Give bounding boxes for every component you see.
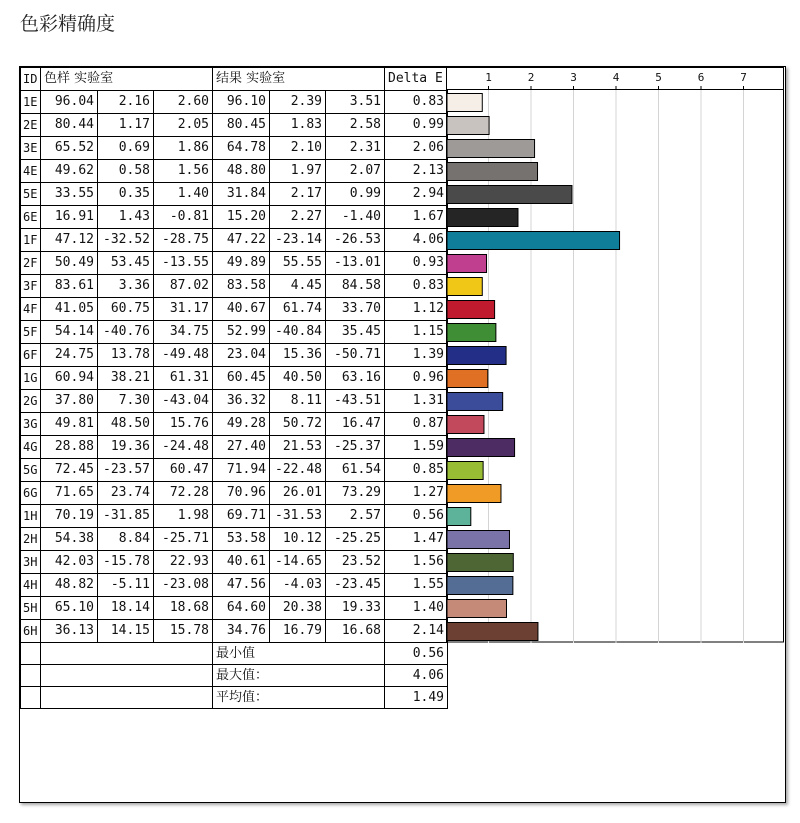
sample-lab-value: -25.71 (154, 528, 213, 551)
delta-e-value: 0.83 (385, 91, 448, 114)
sample-lab-value: 2.05 (154, 114, 213, 137)
summary-value: 4.06 (385, 665, 448, 687)
sample-lab-value: 3.36 (98, 275, 154, 298)
result-lab-value: -13.01 (326, 252, 385, 275)
table-row (21, 206, 448, 229)
bar (447, 140, 535, 158)
result-lab-value: 20.38 (270, 597, 326, 620)
result-lab-value: -23.45 (326, 574, 385, 597)
tick-label: 6 (697, 71, 705, 84)
table-row (21, 114, 448, 137)
result-lab-value: 40.61 (213, 551, 270, 574)
result-lab-value: 2.17 (270, 183, 326, 206)
patch-id: 4E (21, 160, 41, 183)
sample-lab-value: 31.17 (154, 298, 213, 321)
delta-e-value: 0.56 (385, 505, 448, 528)
sample-lab-value: 2.16 (98, 91, 154, 114)
bar (447, 577, 513, 595)
summary-value: 1.49 (385, 687, 448, 709)
tick-label: 5 (655, 71, 662, 84)
sample-lab-value: 14.15 (98, 620, 154, 643)
result-lab-value: 96.10 (213, 91, 270, 114)
sample-lab-value: -31.85 (98, 505, 154, 528)
result-lab-value: -4.03 (270, 574, 326, 597)
bar (447, 324, 496, 342)
sample-lab-value: 96.04 (41, 91, 98, 114)
result-lab-value: 2.57 (326, 505, 385, 528)
patch-id: 2G (21, 390, 41, 413)
sample-lab-value: 34.75 (154, 321, 213, 344)
patch-id: 6G (21, 482, 41, 505)
patch-id: 3G (21, 413, 41, 436)
sample-lab-value: -40.76 (98, 321, 154, 344)
result-lab-value: 1.97 (270, 160, 326, 183)
delta-e-value: 2.13 (385, 160, 448, 183)
sample-lab-value: 23.74 (98, 482, 154, 505)
sample-lab-value: 19.36 (98, 436, 154, 459)
sample-lab-value: 65.10 (41, 597, 98, 620)
sample-lab-value: 13.78 (98, 344, 154, 367)
sample-lab-value: 33.55 (41, 183, 98, 206)
sample-lab-value: 83.61 (41, 275, 98, 298)
patch-id: 1G (21, 367, 41, 390)
sample-lab-value: -49.48 (154, 344, 213, 367)
patch-id: 3H (21, 551, 41, 574)
delta-e-value: 2.94 (385, 183, 448, 206)
sample-lab-value: 36.13 (41, 620, 98, 643)
result-lab-value: 73.29 (326, 482, 385, 505)
result-lab-value: -25.25 (326, 528, 385, 551)
sample-lab-value: 54.38 (41, 528, 98, 551)
sample-lab-value: 0.69 (98, 137, 154, 160)
sample-lab-value: 49.62 (41, 160, 98, 183)
delta-e-value: 0.96 (385, 367, 448, 390)
sample-lab-value: 38.21 (98, 367, 154, 390)
delta-e-value: 1.40 (385, 597, 448, 620)
result-lab-value: 23.52 (326, 551, 385, 574)
result-lab-value: -43.51 (326, 390, 385, 413)
table-row (21, 275, 448, 298)
delta-e-value: 4.06 (385, 229, 448, 252)
delta-e-value: 2.06 (385, 137, 448, 160)
summary-label: 最小值 (213, 643, 385, 665)
bar (447, 255, 487, 273)
sample-lab-value: 65.52 (41, 137, 98, 160)
result-lab-value: 47.22 (213, 229, 270, 252)
sample-lab-value: 72.28 (154, 482, 213, 505)
result-lab-value: 31.84 (213, 183, 270, 206)
delta-e-value: 0.83 (385, 275, 448, 298)
summary-value: 0.56 (385, 643, 448, 665)
sample-lab-value: 42.03 (41, 551, 98, 574)
summary-row (21, 687, 448, 709)
table-row (21, 459, 448, 482)
patch-id: 5E (21, 183, 41, 206)
result-lab-value: 49.28 (213, 413, 270, 436)
sample-lab-value: 72.45 (41, 459, 98, 482)
sample-lab-value: 60.75 (98, 298, 154, 321)
patch-id: 4F (21, 298, 41, 321)
patch-id: 1E (21, 91, 41, 114)
table-row (21, 298, 448, 321)
bar (447, 186, 572, 204)
summary-blank (41, 687, 213, 709)
delta-e-value: 2.14 (385, 620, 448, 643)
delta-e-value: 1.12 (385, 298, 448, 321)
sample-lab-value: 54.14 (41, 321, 98, 344)
bar (447, 485, 501, 503)
patch-id: 4G (21, 436, 41, 459)
result-lab-value: 1.83 (270, 114, 326, 137)
bar (447, 508, 471, 526)
result-lab-value: 80.45 (213, 114, 270, 137)
result-lab-value: -40.84 (270, 321, 326, 344)
result-lab-value: 16.68 (326, 620, 385, 643)
sample-lab-value: 47.12 (41, 229, 98, 252)
table-row (21, 436, 448, 459)
patch-id: 2F (21, 252, 41, 275)
table-row (21, 367, 448, 390)
summary-row (21, 665, 448, 687)
result-lab-value: 0.99 (326, 183, 385, 206)
sample-lab-value: -13.55 (154, 252, 213, 275)
sample-lab-value: 1.56 (154, 160, 213, 183)
delta-e-value: 1.39 (385, 344, 448, 367)
patch-id: 2E (21, 114, 41, 137)
table-row (21, 91, 448, 114)
bar (447, 163, 538, 181)
delta-e-value: 1.27 (385, 482, 448, 505)
bar (447, 370, 488, 388)
sample-lab-value: -24.48 (154, 436, 213, 459)
sample-lab-value: 50.49 (41, 252, 98, 275)
delta-e-value: 0.93 (385, 252, 448, 275)
patch-id: 6E (21, 206, 41, 229)
result-lab-value: 48.80 (213, 160, 270, 183)
summary-blank (41, 665, 213, 687)
result-lab-value: 35.45 (326, 321, 385, 344)
result-lab-value: 15.20 (213, 206, 270, 229)
bar (447, 301, 495, 319)
summary-blank-id (21, 643, 41, 665)
tick-label: 2 (527, 71, 535, 84)
sample-lab-value: 48.50 (98, 413, 154, 436)
table-row (21, 574, 448, 597)
result-lab-value: 70.96 (213, 482, 270, 505)
result-lab-value: 2.07 (326, 160, 385, 183)
sample-lab-value: 87.02 (154, 275, 213, 298)
sample-lab-value: 70.19 (41, 505, 98, 528)
result-lab-value: 55.55 (270, 252, 326, 275)
sample-lab-value: 80.44 (41, 114, 98, 137)
sample-lab-value: -43.04 (154, 390, 213, 413)
sample-lab-value: 1.98 (154, 505, 213, 528)
table-row (21, 252, 448, 275)
delta-e-value: 0.85 (385, 459, 448, 482)
result-lab-value: 52.99 (213, 321, 270, 344)
header-row (21, 68, 448, 91)
table-row (21, 482, 448, 505)
result-lab-value: 83.58 (213, 275, 270, 298)
summary-label: 平均值： (213, 687, 385, 709)
sample-lab-value: -15.78 (98, 551, 154, 574)
result-lab-value: 34.76 (213, 620, 270, 643)
result-lab-value: 47.56 (213, 574, 270, 597)
table-row (21, 528, 448, 551)
bar (447, 278, 482, 296)
result-lab-value: -31.53 (270, 505, 326, 528)
sample-lab-value: -23.57 (98, 459, 154, 482)
result-lab-value: 2.31 (326, 137, 385, 160)
sample-lab-value: -0.81 (154, 206, 213, 229)
delta-e-value: 0.87 (385, 413, 448, 436)
tick-label: 7 (740, 71, 747, 84)
result-lab-value: -50.71 (326, 344, 385, 367)
result-lab-value: -25.37 (326, 436, 385, 459)
table-row (21, 413, 448, 436)
sample-lab-value: 60.47 (154, 459, 213, 482)
table-row (21, 551, 448, 574)
sample-lab-value: 1.40 (154, 183, 213, 206)
delta-e-value: 1.15 (385, 321, 448, 344)
color-accuracy-table (20, 67, 448, 709)
page-title: 色彩精确度 (20, 13, 116, 35)
tick-label: 4 (612, 71, 620, 84)
bar (447, 416, 484, 434)
bar (447, 439, 515, 457)
result-lab-value: 23.04 (213, 344, 270, 367)
header-id: ID (21, 68, 41, 91)
delta-e-value: 1.55 (385, 574, 448, 597)
result-lab-value: 71.94 (213, 459, 270, 482)
patch-id: 3E (21, 137, 41, 160)
sample-lab-value: -28.75 (154, 229, 213, 252)
summary-blank-id (21, 687, 41, 709)
sample-lab-value: 1.17 (98, 114, 154, 137)
result-lab-value: 84.58 (326, 275, 385, 298)
patch-id: 2H (21, 528, 41, 551)
sample-lab-value: 0.35 (98, 183, 154, 206)
result-lab-value: 53.58 (213, 528, 270, 551)
bar (447, 209, 518, 227)
bar (447, 600, 507, 618)
header-delta-e: Delta E (385, 68, 448, 91)
result-lab-value: 63.16 (326, 367, 385, 390)
result-lab-value: -22.48 (270, 459, 326, 482)
result-lab-value: 40.50 (270, 367, 326, 390)
delta-e-bar-chart (446, 67, 784, 802)
table-row (21, 321, 448, 344)
sample-lab-value: 16.91 (41, 206, 98, 229)
sample-lab-value: -32.52 (98, 229, 154, 252)
delta-e-value: 1.56 (385, 551, 448, 574)
patch-id: 6F (21, 344, 41, 367)
result-lab-value: 61.74 (270, 298, 326, 321)
sample-lab-value: 22.93 (154, 551, 213, 574)
table-row (21, 344, 448, 367)
result-lab-value: 61.54 (326, 459, 385, 482)
bar (447, 531, 509, 549)
sample-lab-value: 18.68 (154, 597, 213, 620)
sample-lab-value: 2.60 (154, 91, 213, 114)
patch-id: 3F (21, 275, 41, 298)
sample-lab-value: 15.78 (154, 620, 213, 643)
sample-lab-value: 71.65 (41, 482, 98, 505)
sample-lab-value: 61.31 (154, 367, 213, 390)
bar (447, 623, 538, 641)
header-sample: 色样 实验室 (41, 68, 213, 91)
table-row (21, 137, 448, 160)
patch-id: 6H (21, 620, 41, 643)
result-lab-value: -1.40 (326, 206, 385, 229)
summary-row (21, 643, 448, 665)
result-lab-value: 2.27 (270, 206, 326, 229)
summary-blank (41, 643, 213, 665)
result-lab-value: 2.39 (270, 91, 326, 114)
result-lab-value: 33.70 (326, 298, 385, 321)
patch-id: 4H (21, 574, 41, 597)
sample-lab-value: 1.43 (98, 206, 154, 229)
result-lab-value: 15.36 (270, 344, 326, 367)
summary-label: 最大值： (213, 665, 385, 687)
patch-id: 5G (21, 459, 41, 482)
result-lab-value: 2.58 (326, 114, 385, 137)
summary-blank-id (21, 665, 41, 687)
bar (447, 347, 506, 365)
result-lab-value: 64.60 (213, 597, 270, 620)
patch-id: 5H (21, 597, 41, 620)
result-lab-value: 27.40 (213, 436, 270, 459)
sample-lab-value: 8.84 (98, 528, 154, 551)
sample-lab-value: 15.76 (154, 413, 213, 436)
tick-label: 1 (485, 71, 492, 84)
bar (447, 393, 503, 411)
sample-lab-value: 28.88 (41, 436, 98, 459)
result-lab-value: 2.10 (270, 137, 326, 160)
result-lab-value: 16.47 (326, 413, 385, 436)
sample-lab-value: 0.58 (98, 160, 154, 183)
bar (447, 462, 483, 480)
sample-lab-value: -23.08 (154, 574, 213, 597)
bar (447, 94, 482, 112)
delta-e-value: 1.59 (385, 436, 448, 459)
table-row (21, 620, 448, 643)
sample-lab-value: 18.14 (98, 597, 154, 620)
result-lab-value: 19.33 (326, 597, 385, 620)
sample-lab-value: 37.80 (41, 390, 98, 413)
table-row (21, 160, 448, 183)
delta-e-value: 1.67 (385, 206, 448, 229)
delta-e-value: 0.99 (385, 114, 448, 137)
result-lab-value: 3.51 (326, 91, 385, 114)
bar (447, 554, 513, 572)
delta-e-value: 1.31 (385, 390, 448, 413)
result-lab-value: 21.53 (270, 436, 326, 459)
sample-lab-value: 24.75 (41, 344, 98, 367)
result-lab-value: 26.01 (270, 482, 326, 505)
sample-lab-value: 48.82 (41, 574, 98, 597)
sample-lab-value: 1.86 (154, 137, 213, 160)
result-lab-value: 60.45 (213, 367, 270, 390)
table-row (21, 597, 448, 620)
sample-lab-value: 49.81 (41, 413, 98, 436)
result-lab-value: 4.45 (270, 275, 326, 298)
result-lab-value: 64.78 (213, 137, 270, 160)
sample-lab-value: -5.11 (98, 574, 154, 597)
bar (447, 232, 620, 250)
result-lab-value: 69.71 (213, 505, 270, 528)
delta-e-value: 1.47 (385, 528, 448, 551)
table-row (21, 390, 448, 413)
table-row (21, 183, 448, 206)
result-lab-value: 50.72 (270, 413, 326, 436)
result-lab-value: -14.65 (270, 551, 326, 574)
sample-lab-value: 41.05 (41, 298, 98, 321)
result-lab-value: -23.14 (270, 229, 326, 252)
patch-id: 5F (21, 321, 41, 344)
result-lab-value: 10.12 (270, 528, 326, 551)
table-row (21, 505, 448, 528)
sample-lab-value: 60.94 (41, 367, 98, 390)
tick-label: 3 (570, 71, 577, 84)
patch-id: 1H (21, 505, 41, 528)
result-lab-value: 16.79 (270, 620, 326, 643)
result-lab-value: 8.11 (270, 390, 326, 413)
patch-id: 1F (21, 229, 41, 252)
bar (447, 117, 489, 135)
result-lab-value: 36.32 (213, 390, 270, 413)
sample-lab-value: 7.30 (98, 390, 154, 413)
header-result: 结果 实验室 (213, 68, 385, 91)
sample-lab-value: 53.45 (98, 252, 154, 275)
table-row (21, 229, 448, 252)
result-lab-value: 49.89 (213, 252, 270, 275)
result-lab-value: -26.53 (326, 229, 385, 252)
result-lab-value: 40.67 (213, 298, 270, 321)
